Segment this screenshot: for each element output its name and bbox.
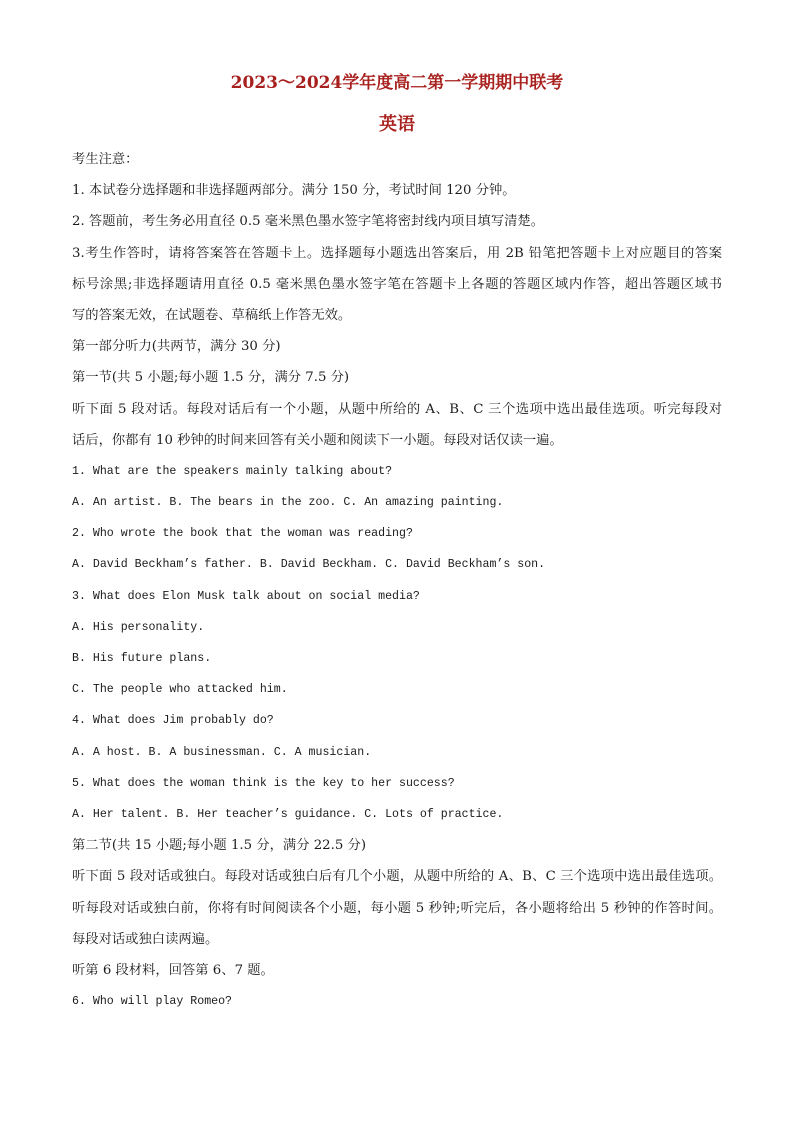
notice-line: 3.考生作答时，请将答案答在答题卡上。选择题每小题选出答案后，用 2B 铅笔把答题卡上对应题目的答案 <box>72 245 722 261</box>
section-instruction: 每段对话或独白读两遍。 <box>72 931 219 947</box>
section-title: 第一节(共 5 小题;每小题 1.5 分，满分 7.5 分) <box>72 370 350 386</box>
exam-title: 2023～2024学年度高二第一学期期中联考 <box>230 73 564 93</box>
question-stem: 2. Who wrote the book that the woman was reading? <box>72 527 413 541</box>
exam-body <box>72 144 722 1017</box>
section-instruction: 听每段对话或独白前，你将有时间阅读各个小题，每小题 5 秒钟;听完后，各小题将给出 5 秒钟的作答时间。 <box>72 900 722 916</box>
notice-line: 2. 答题前，考生务必用直径 0.5 毫米黑色墨水签字笔将密封线内项目填写清楚。 <box>72 214 545 230</box>
notice-line: 标号涂黑;非选择题请用直径 0.5 毫米黑色墨水签字笔在答题卡上各题的答题区域内作答，超出答题区域书 <box>72 276 722 292</box>
section-instruction: 听下面 5 段对话或独白。每段对话或独白后有几个小题，从题中所给的 A、B、C 三个选项中选出最佳选项。 <box>72 869 722 885</box>
question-option: B. His future plans. <box>72 652 212 665</box>
notice-line: 1. 本试卷分选择题和非选择题两部分。满分 150 分，考试时间 120 分钟。 <box>72 183 516 199</box>
question-option: A. His personality. <box>72 620 205 634</box>
question-stem: 5. What does the woman think is the key to her success? <box>72 776 455 790</box>
section-instruction: 听下面 5 段对话。每段对话后有一个小题，从题中所给的 A、B、C 三个选项中选出最佳选项。听完每段对 <box>72 401 722 417</box>
question-stem: 3. What does Elon Musk talk about on social media? <box>72 589 420 603</box>
question-option: C. The people who attacked him. <box>72 683 288 697</box>
question-options: A. David Beckham’s father. B. David Beckham. C. David Beckham’s son. <box>72 558 546 572</box>
notice-heading: 考生注意： <box>72 152 139 167</box>
part-title: 第一部分听力(共两节，满分 30 分) <box>72 339 281 355</box>
section-title: 第二节(共 15 小题;每小题 1.5 分，满分 22.5 分) <box>72 838 367 854</box>
question-stem: 6. Who will play Romeo? <box>72 995 233 1009</box>
section-instruction: 话后，你都有 10 秒钟的时间来回答有关小题和阅读下一小题。每段对话仅读一遍。 <box>72 432 563 448</box>
question-options: A. Her talent. B. Her teacher’s guidance. C. Lots of practice. <box>72 807 504 821</box>
notice-line: 写的答案无效，在试题卷、草稿纸上作答无效。 <box>72 307 352 323</box>
material-note: 听第 6 段材料，回答第 6、7 题。 <box>72 962 274 978</box>
question-stem: 1. What are the speakers mainly talking about? <box>72 464 393 478</box>
question-options: A. A host. B. A businessman. C. A musician. <box>72 745 372 759</box>
question-options: A. An artist. B. The bears in the zoo. C. An amazing painting. <box>72 496 504 510</box>
question-stem: 4. What does Jim probably do? <box>72 714 274 728</box>
subject-title: 英语 <box>379 114 415 135</box>
